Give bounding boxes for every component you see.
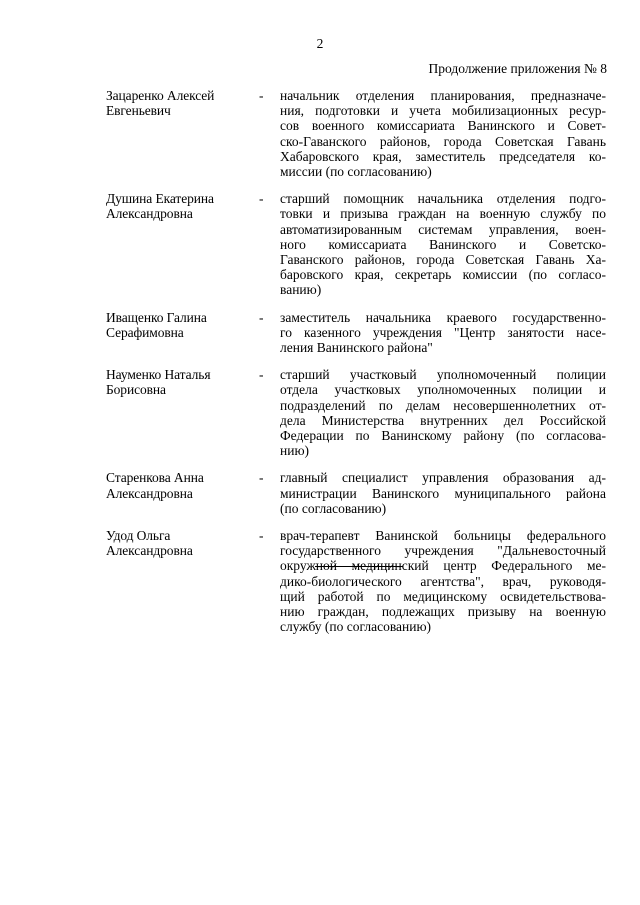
- member-role-line: отдела участковых уполномоченных полиции и: [280, 382, 606, 398]
- page-number: 2: [316, 36, 324, 51]
- member-role-line: автоматизированным системам управления, воен-: [280, 221, 606, 237]
- member-dash: -: [259, 309, 264, 325]
- member-name: [106, 470, 254, 500]
- member-name-line: Удод Ольга: [106, 528, 171, 544]
- member-role-line: Хабаровского края, заместитель председателя ко-: [280, 148, 606, 164]
- member-entry: [106, 367, 606, 458]
- member-name-line: Зацаренко Алексей: [106, 88, 215, 103]
- member-role-line: окружной медицинский центр Федерального ме-: [280, 558, 606, 574]
- member-entry: [106, 191, 606, 297]
- member-dash: -: [259, 470, 264, 486]
- member-name: [106, 310, 254, 340]
- member-dash: -: [259, 88, 264, 103]
- member-role: [280, 88, 606, 179]
- member-role-line: товки и призыва граждан на военную службу по: [280, 206, 606, 222]
- member-name-line: Старенкова Анна: [106, 470, 204, 486]
- member-role-line: министрации Ванинского муниципального района: [280, 485, 606, 501]
- member-role-line: ного комиссариата Ванинского и Советско-: [280, 236, 606, 252]
- members-list: [106, 88, 606, 647]
- member-role-line: врач-терапевт Ванинской больницы федерального: [280, 528, 606, 544]
- member-role-line: подразделений по делам несовершеннолетних от-: [280, 397, 606, 413]
- member-role-line: заместитель начальника краевого государственно-: [280, 309, 606, 325]
- member-role-line: щий работой по медицинскому освидетельствова-: [280, 588, 606, 604]
- member-name: [106, 191, 254, 221]
- member-role-line: начальник отделения планирования, предназначе-: [280, 88, 606, 103]
- member-entry: [106, 88, 606, 179]
- member-entry: [106, 470, 606, 516]
- member-role-line: ванию): [280, 282, 322, 298]
- member-role-line: государственного учреждения "Дальневосточный: [280, 543, 606, 559]
- member-role-line: Гаванского районов, города Советская Гавань Ха-: [280, 252, 606, 268]
- member-role-line: нию граждан, подлежащих призыву на военную: [280, 604, 606, 620]
- member-name-line: Евгеньевич: [106, 103, 171, 119]
- member-role-line: дела Министерства внутренних дел Российской: [280, 412, 606, 428]
- member-role-line: ско-Гаванского районов, города Советская Гавань: [280, 133, 606, 149]
- member-role-line: сов военного комиссариата Ванинского и Совет-: [280, 118, 606, 134]
- member-name-line: Александровна: [106, 206, 193, 222]
- member-role: [280, 191, 606, 297]
- member-name-line: Серафимовна: [106, 324, 184, 340]
- end-rule: [315, 566, 403, 567]
- member-role-line: ления Ванинского района": [280, 340, 433, 356]
- member-role-line: баровского края, секретарь комиссии (по согласо-: [280, 267, 606, 283]
- member-role-line: дико-биологического агентства", врач, руководя-: [280, 573, 606, 589]
- member-role-line: главный специалист управления образования ад-: [280, 470, 606, 486]
- member-role-line: службу (по согласованию): [280, 619, 432, 635]
- member-name: [106, 367, 254, 397]
- member-role: [280, 470, 606, 516]
- member-entry: [106, 528, 606, 634]
- member-role: [280, 310, 606, 356]
- member-role-line: (по согласованию): [280, 500, 387, 516]
- member-name-line: Науменко Наталья: [106, 367, 211, 383]
- member-name: [106, 88, 254, 118]
- member-role-line: Федерации по Ванинскому району (по согласова-: [280, 428, 606, 444]
- member-role-line: миссии (по согласованию): [280, 164, 432, 180]
- member-role: [280, 367, 606, 458]
- member-name-line: Борисовна: [106, 382, 166, 398]
- member-dash: -: [259, 528, 264, 544]
- member-dash: -: [259, 191, 264, 207]
- member-name-line: Александровна: [106, 543, 193, 559]
- member-name-line: Душина Екатерина: [106, 191, 214, 207]
- member-role-line: го казенного учреждения "Центр занятости насе-: [280, 324, 606, 340]
- member-name-line: Александровна: [106, 485, 193, 501]
- continuation-label: Продолжение приложения № 8: [428, 61, 607, 76]
- member-role-line: нию): [280, 443, 310, 459]
- member-role-line: ния, подготовки и учета мобилизационных ресур-: [280, 103, 606, 119]
- member-role-line: старший помощник начальника отделения подго-: [280, 191, 606, 207]
- member-dash: -: [259, 367, 264, 383]
- member-name: [106, 528, 254, 558]
- member-name-line: Иващенко Галина: [106, 309, 207, 325]
- member-entry: [106, 310, 606, 356]
- member-role: [280, 528, 606, 634]
- member-role-line: старший участковый уполномоченный полиции: [280, 367, 606, 383]
